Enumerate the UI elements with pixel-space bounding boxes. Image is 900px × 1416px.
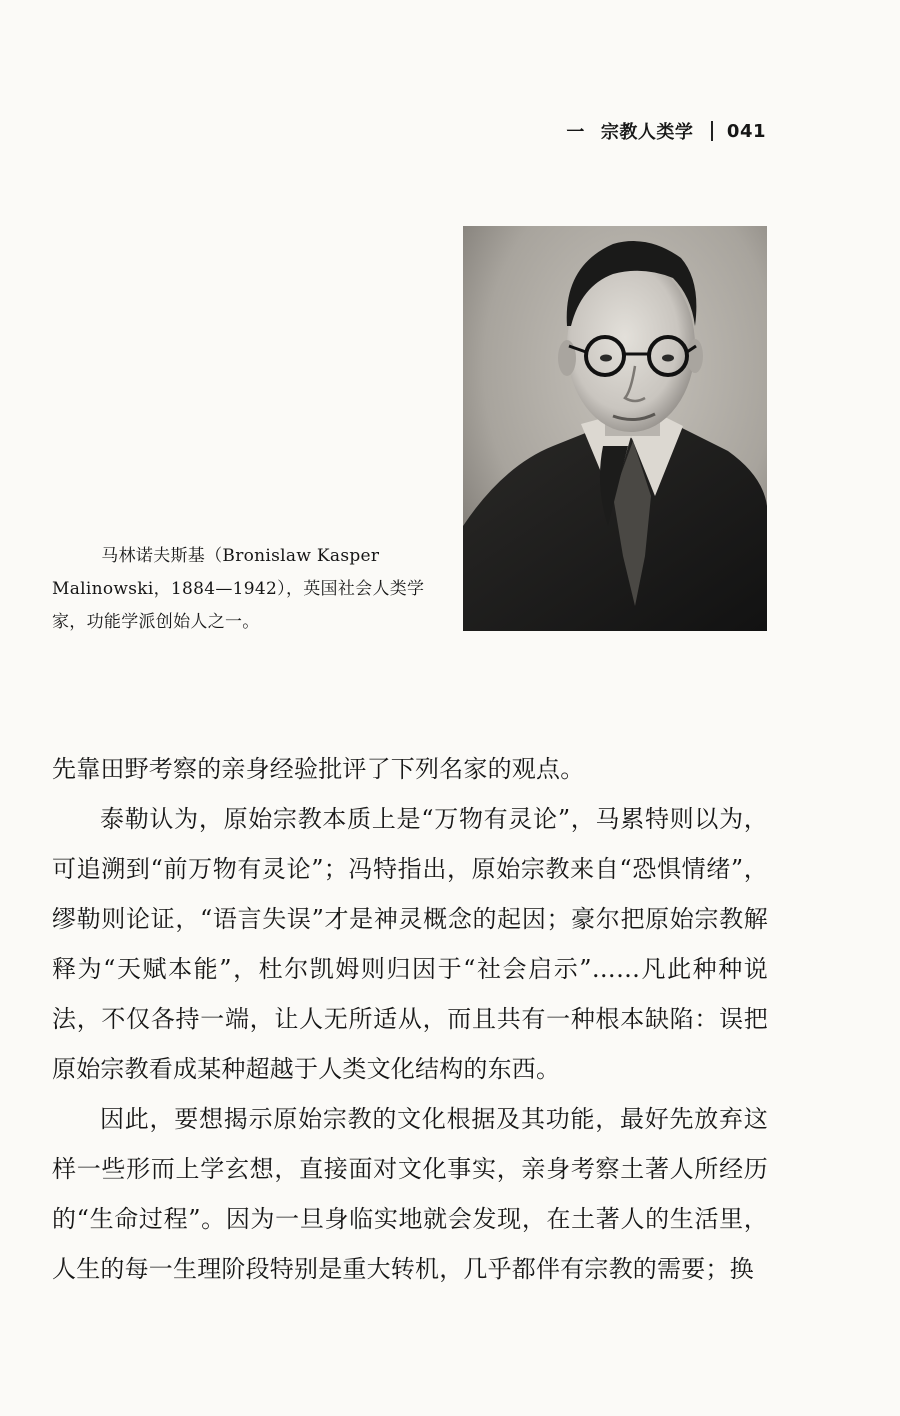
header-separator <box>711 121 713 141</box>
chapter-title: 宗教人类学 <box>600 122 694 143</box>
caption-text: 马林诺夫斯基（Bronislaw Kasper Malinowski，1884—1942），英国社会人类学家，功能学派创始人之一。 <box>52 546 425 632</box>
paragraph-3: 因此，要想揭示原始宗教的文化根据及其功能，最好先放弃这样一些形而上学玄想，直接面对文化事实，亲身考察土著人所经历的“生命过程”。因为一旦身临实地就会发现，在土著人的生活里，人生的每一生理阶段特别是重大转机，几乎都伴有宗教的需要；换 <box>52 1105 768 1283</box>
header-dash: 一 <box>566 122 585 143</box>
page-number: 041 <box>726 120 766 142</box>
malinowski-portrait-photo <box>463 226 767 631</box>
paragraph-1: 先靠田野考察的亲身经验批评了下列名家的观点。 <box>52 755 585 783</box>
figure-caption <box>52 540 437 639</box>
running-header <box>566 118 766 144</box>
body-text <box>52 744 768 1294</box>
paragraph-2: 泰勒认为，原始宗教本质上是“万物有灵论”，马累特则以为，可追溯到“前万物有灵论”；冯特指出，原始宗教来自“恐惧情绪”，缪勒则论证，“语言失误”才是神灵概念的起因；豪尔把原始宗教解释为“天赋本能”，杜尔凯姆则归因于“社会启示”……凡此种种说法，不仅各持一端，让人无所适从，而且共有一种根本缺陷：误把原始宗教看成某种超越于人类文化结构的东西。 <box>52 805 768 1083</box>
